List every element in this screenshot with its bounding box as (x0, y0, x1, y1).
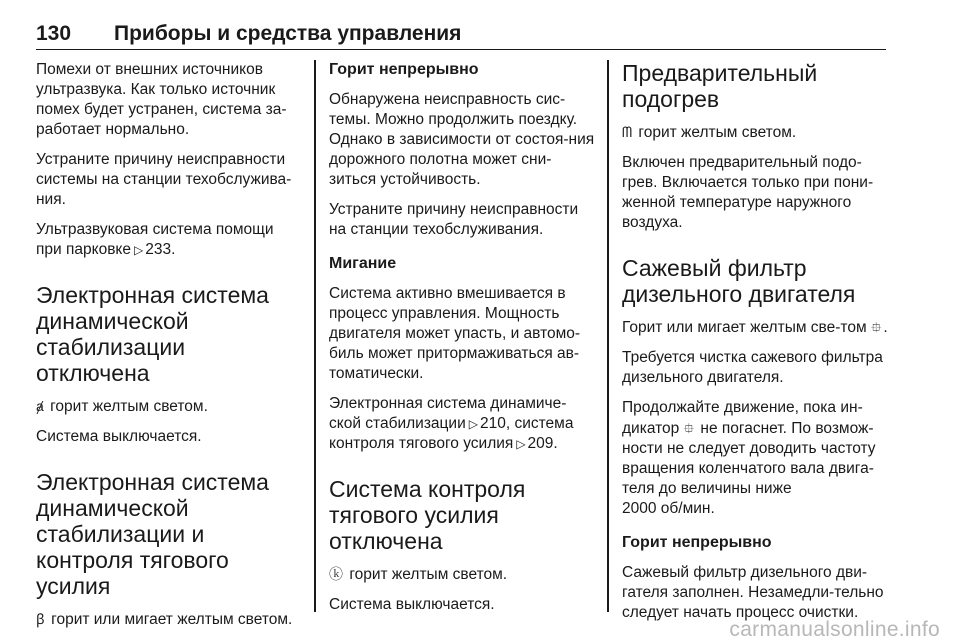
section-heading-preheat: Предварительный подогрев (622, 60, 818, 112)
subheading-steady-on: Горит непрерывно (622, 534, 772, 551)
paragraph: Система выключается. (36, 428, 202, 445)
paragraph-text: Электронная система динамиче-ской стабилизации (329, 395, 567, 432)
page-ref-icon (466, 415, 480, 432)
paragraph: Система активно вмешивается в процесс управления. Мощность двигателя может упасть, и автомо-биль может притормаживаться ав-томатически. (329, 285, 581, 382)
paragraph-text: Ультразвуковая система помощи при парковке (36, 221, 274, 258)
paragraph (622, 122, 892, 143)
page-ref[interactable]: 210 (479, 415, 506, 432)
subheading-steady-on: Горит непрерывно (329, 61, 479, 78)
period: . (553, 435, 558, 452)
paragraph (36, 609, 302, 630)
period: . (171, 241, 176, 258)
paragraph-text: Продолжайте движение, пока ин-дикатор (622, 399, 863, 437)
period: . (883, 319, 888, 336)
paragraph (329, 394, 595, 454)
watermark: carmanualsonline.info (729, 618, 940, 641)
paragraph (622, 398, 892, 519)
paragraph-text: , система контроля тягового усилия (329, 415, 574, 452)
column-right (622, 60, 892, 633)
particle-filter-icon: ⯐ (683, 420, 695, 436)
column-divider (607, 60, 609, 612)
esc-off-icon: ⱥ (36, 398, 44, 414)
section-heading-diesel-filter: Сажевый фильтр дизельного двигателя (622, 255, 856, 307)
esc-warning-icon: ꞵ (36, 611, 45, 627)
page-number: 130 (36, 22, 72, 45)
glow-plug-icon: ᗰ (622, 124, 633, 140)
paragraph: Обнаружена неисправность сис-темы. Можно продолжить поездку. Однако в зависимости от состоя-ния дорожного полотна может сни-зиться устойчивость. (329, 91, 595, 188)
page-header (36, 16, 886, 50)
paragraph: Требуется чистка сажевого фильтра дизельного двигателя. (622, 349, 883, 386)
paragraph-text: горит желтым светом. (349, 566, 508, 583)
page-ref[interactable]: 233 (145, 241, 172, 258)
particle-filter-icon: ⯐ (870, 319, 882, 335)
paragraph: Включен предварительный подо-грев. Включается только при пони-женной температуре наружного воздуха. (622, 154, 874, 231)
page-ref-icon (513, 435, 527, 452)
paragraph-text: 2000 об/мин. (622, 500, 715, 517)
paragraph (36, 396, 302, 417)
section-heading-esc-off: Электронная система динамической стабилизации отключена (36, 282, 269, 386)
paragraph: Устраните причину неисправности на станции техобслуживания. (329, 201, 579, 238)
column-divider (314, 60, 316, 612)
paragraph (329, 564, 595, 585)
section-heading-tc-off: Система контроля тягового усилия отключена (329, 476, 526, 554)
column-left (36, 60, 302, 640)
paragraph: Система выключается. (329, 596, 495, 613)
paragraph: Устраните причину неисправности системы на станции техобслужива-ния. (36, 151, 292, 208)
paragraph-text: горит желтым светом. (50, 398, 208, 415)
paragraph: Сажевый фильтр дизельного дви-гателя заполнен. Незамедли-тельно следует начать процесс очистки. (622, 564, 884, 621)
paragraph-text: не погаснет. По возмож-ности не следует доводить частоту вращения коленчатого вала двига-теля до величины ниже (622, 420, 876, 497)
subheading-flashing: Мигание (329, 255, 397, 272)
column-middle (329, 60, 595, 625)
paragraph: Помехи от внешних источников ультразвука. Как только источник помех будет устранен, система за-работает нормально. (36, 61, 287, 138)
page-title: Приборы и средства управления (114, 22, 462, 45)
page-ref[interactable]: 209 (527, 435, 554, 452)
paragraph-text: горит желтым светом. (638, 124, 797, 141)
paragraph-text: Горит или мигает желтым све-том (622, 319, 867, 336)
section-heading-esc-tc: Электронная система динамической стабилизации и контроля тягового усилия (36, 469, 269, 599)
page-ref-icon (131, 241, 145, 258)
paragraph (36, 220, 302, 260)
paragraph-text: горит или мигает желтым светом. (51, 611, 293, 628)
paragraph (622, 317, 892, 338)
tc-off-icon: ⓚ (329, 566, 343, 582)
